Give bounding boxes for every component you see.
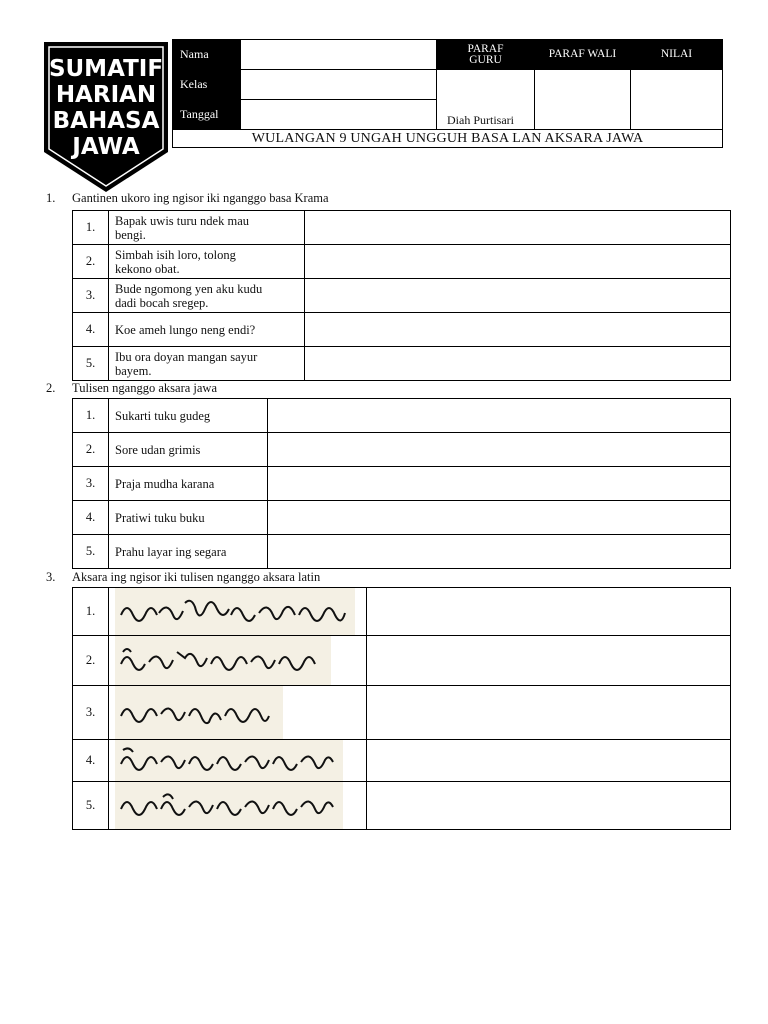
row-number: 1.: [73, 399, 109, 433]
row-number: 2.: [73, 433, 109, 467]
answer-cell[interactable]: [268, 433, 731, 467]
table-row: [73, 686, 731, 740]
table-row: [73, 588, 731, 636]
table-row: [73, 782, 731, 830]
badge-line-2: HARIAN: [55, 82, 157, 108]
answer-cell[interactable]: [305, 313, 731, 347]
table-row: [73, 501, 731, 535]
lesson-title: WULANGAN 9 UNGAH UNGGUH BASA LAN AKSARA JAWA: [173, 130, 723, 148]
paraf-guru-box[interactable]: [437, 70, 535, 130]
sentence-cell: Praja mudha karana: [109, 467, 268, 501]
badge-line-4: JAWA: [72, 134, 140, 160]
row-number: 3.: [73, 279, 109, 313]
javanese-script-image: [115, 740, 343, 781]
nilai-box[interactable]: [631, 70, 723, 130]
nilai-label: NILAI: [631, 40, 723, 70]
paraf-guru-label: PARAF GURU: [437, 40, 535, 70]
kelas-field[interactable]: [241, 70, 437, 100]
answer-cell[interactable]: [305, 211, 731, 245]
javanese-script-cell: [109, 636, 367, 686]
row-number: 1.: [73, 211, 109, 245]
section-2-heading: 2. Tulisen nganggo aksara jawa: [46, 381, 217, 395]
sentence-cell: Sore udan grimis: [109, 433, 268, 467]
section-1-heading: 1. Gantinen ukoro ing ngisor iki nganggo basa Krama: [46, 191, 329, 205]
badge-line-1: SUMATIF: [48, 56, 164, 82]
javanese-script-image: [115, 782, 343, 829]
row-number: 5.: [73, 347, 109, 381]
kelas-label: Kelas: [173, 70, 241, 100]
row-number: 1.: [73, 588, 109, 636]
javanese-script-image: [115, 686, 283, 739]
answer-cell[interactable]: [305, 245, 731, 279]
row-number: 4.: [73, 501, 109, 535]
sentence-cell: Prahu layar ing segara: [109, 535, 268, 569]
sentence-cell: Sukarti tuku gudeg: [109, 399, 268, 433]
nama-field[interactable]: [241, 40, 437, 70]
answer-cell[interactable]: [367, 782, 731, 830]
sentence-cell: Koe ameh lungo neng endi?: [109, 313, 305, 347]
answer-cell[interactable]: [268, 535, 731, 569]
sentence-cell: Bude ngomong yen aku kudu dadi bocah sregep.: [109, 279, 305, 313]
table-row: [73, 211, 731, 245]
sentence-cell: Bapak uwis turu ndek mau bengi.: [109, 211, 305, 245]
sentence-cell: Simbah isih loro, tolong kekono obat.: [109, 245, 305, 279]
javanese-script-cell: [109, 740, 367, 782]
row-number: 2.: [73, 636, 109, 686]
javanese-script-cell: [109, 782, 367, 830]
javanese-script-image: [115, 588, 355, 635]
row-number: 5.: [73, 535, 109, 569]
table-row: [73, 740, 731, 782]
answer-cell[interactable]: [367, 588, 731, 636]
section-3-heading: 3. Aksara ing ngisor iki tulisen nganggo aksara latin: [46, 570, 321, 584]
answer-cell[interactable]: [305, 279, 731, 313]
paraf-wali-label: PARAF WALI: [535, 40, 631, 70]
answer-cell[interactable]: [268, 467, 731, 501]
table-row: [73, 467, 731, 501]
nama-label: Nama: [173, 40, 241, 70]
answer-cell[interactable]: [367, 686, 731, 740]
sentence-cell: Pratiwi tuku buku: [109, 501, 268, 535]
row-number: 3.: [73, 686, 109, 740]
section-3-table: [72, 587, 731, 830]
tanggal-field[interactable]: [241, 100, 437, 130]
row-number: 4.: [73, 740, 109, 782]
javanese-script-image: [115, 636, 331, 685]
sumatif-badge-logo: [42, 40, 170, 194]
row-number: 3.: [73, 467, 109, 501]
section-2-table: [72, 398, 731, 569]
tanggal-label: Tanggal: [173, 100, 241, 130]
table-row: [73, 636, 731, 686]
answer-cell[interactable]: [268, 501, 731, 535]
answer-cell[interactable]: [367, 636, 731, 686]
table-row: [73, 313, 731, 347]
answer-cell[interactable]: [305, 347, 731, 381]
badge-line-3: BAHASA: [52, 108, 160, 134]
javanese-script-cell: [109, 686, 367, 740]
answer-cell[interactable]: [268, 399, 731, 433]
section-1-table: [72, 210, 731, 381]
table-row: [73, 279, 731, 313]
teacher-name: Diah Purtisari: [447, 113, 514, 127]
table-row: [73, 245, 731, 279]
row-number: 2.: [73, 245, 109, 279]
javanese-script-cell: [109, 588, 367, 636]
row-number: 4.: [73, 313, 109, 347]
header-table: [172, 39, 723, 148]
row-number: 5.: [73, 782, 109, 830]
answer-cell[interactable]: [367, 740, 731, 782]
table-row: [73, 535, 731, 569]
paraf-wali-box[interactable]: [535, 70, 631, 130]
sentence-cell: Ibu ora doyan mangan sayur bayem.: [109, 347, 305, 381]
table-row: [73, 399, 731, 433]
table-row: [73, 433, 731, 467]
table-row: [73, 347, 731, 381]
